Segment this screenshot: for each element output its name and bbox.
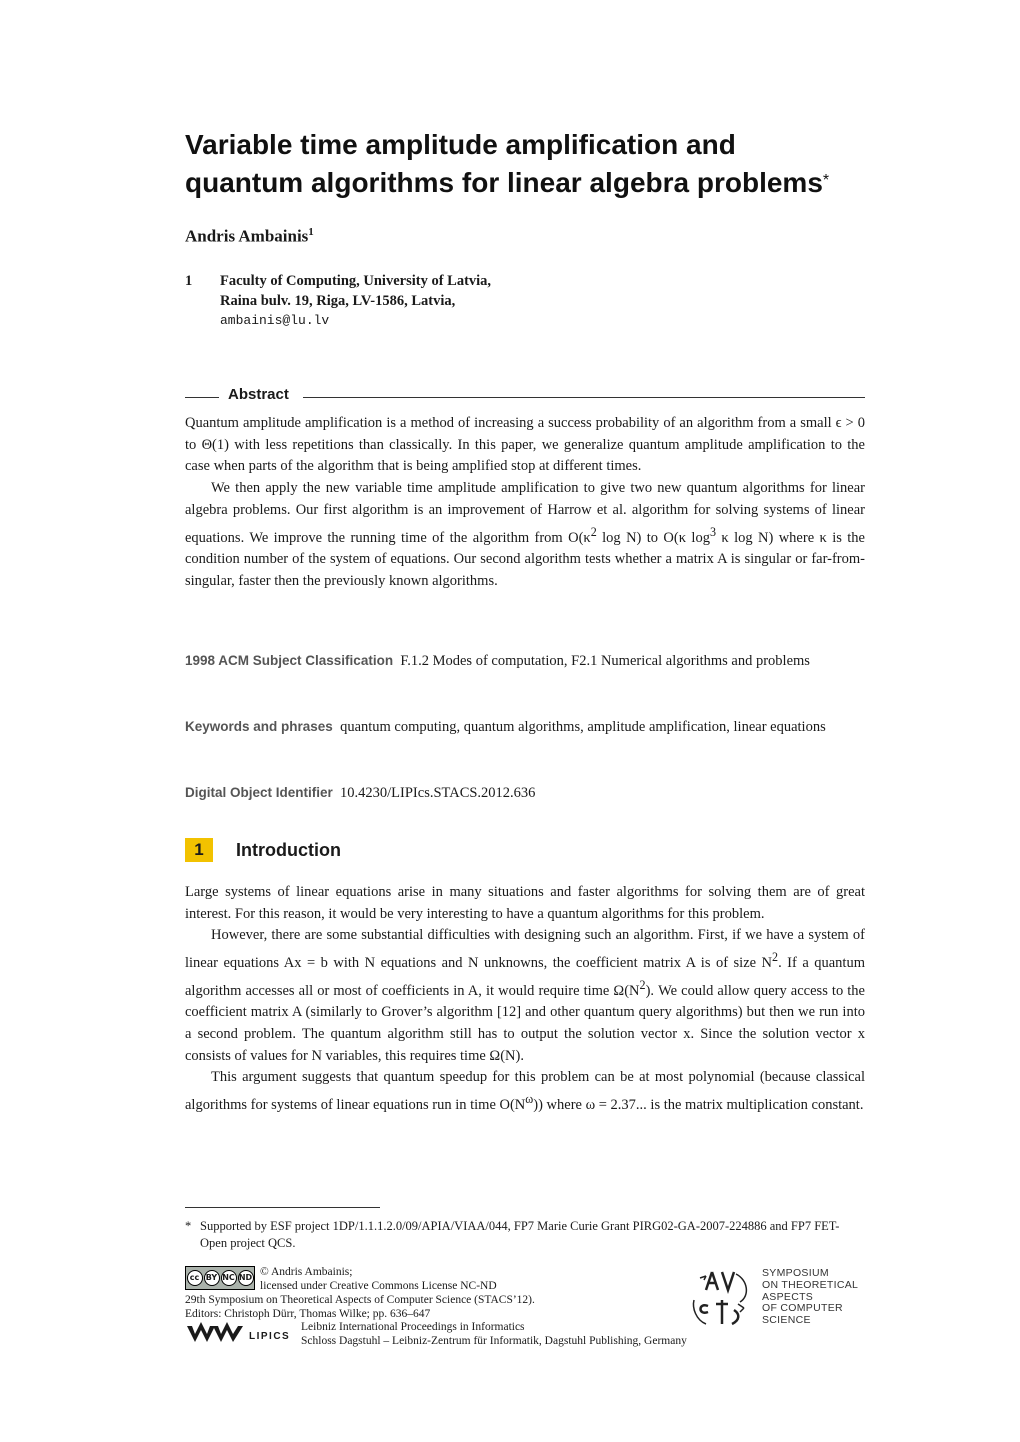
intro-p3-sup: ω — [525, 1091, 534, 1106]
acm-value: F.1.2 Modes of computation, F2.1 Numerical algorithms and problems — [400, 653, 810, 669]
lipics-w-mark-icon — [185, 1322, 247, 1346]
paper-title — [185, 126, 885, 202]
intro-p2-part-c: ). We could allow query access to the coefficient matrix A (similarly to Grover’s algorithm [12] and other quantum query algorithms) but then we run into a second problem. The quantum algorithm still has to output the solution vector x. Since the solution vector x consists of values for N variables, this requires time Ω(N). — [185, 982, 865, 1064]
abstract-rule-left — [185, 397, 219, 398]
stacs-line-2: ON THEORETICAL — [762, 1278, 859, 1291]
abstract-p2-part-b: O(κ — [568, 529, 591, 546]
stacs-line-5: SCIENCE — [762, 1314, 811, 1327]
section-title: Introduction — [236, 840, 341, 860]
affiliation — [185, 271, 491, 331]
author — [185, 226, 314, 247]
author-email[interactable]: ambainis@lu.lv — [220, 313, 330, 328]
footnote-text: Supported by ESF project 1DP/1.1.1.2.0/09/APIA/VIAA/044, FP7 Marie Curie Grant PIRG02-GA-2007-224886 and FP7 FET-Open project QCS. — [200, 1219, 840, 1250]
title-line-2 — [185, 164, 885, 202]
stacs-wordmark — [762, 1268, 858, 1327]
keywords-label: Keywords and phrases — [185, 719, 333, 734]
license-line: licensed under Creative Commons License NC-ND — [260, 1280, 497, 1292]
lipics-logo — [185, 1322, 291, 1350]
cc-icon: cc — [187, 1270, 203, 1286]
intro-paragraph-3 — [185, 1067, 865, 1116]
venue-line: 29th Symposium on Theoretical Aspects of Computer Science (STACS’12). — [185, 1294, 535, 1306]
cc-nc-icon: NC — [221, 1270, 237, 1286]
stacs-line-3: ASPECTS — [762, 1290, 814, 1303]
abstract-p2-part-a: We then apply the new variable time amplitude amplification to give two new quantum algorithms for linear algebra problems. Our first algorithm is an improvement of Harrow et al. algorithm for solving systems of linear equations. We improve the running time of the algorithm from — [185, 480, 865, 546]
abstract-paragraph-1: Quantum amplitude amplification is a method of increasing a success probability of an algorithm from a small ϵ > 0 to Θ(1) with less repetitions than classically. In this paper, we generalize quantum amplitude amplification to the case when parts of the algorithm that is being amplified stop at different times. — [185, 415, 865, 475]
abstract-rule-right — [303, 397, 865, 398]
abstract-p2-part-c: log N) to O(κ log — [596, 529, 710, 546]
footnote-rule — [185, 1207, 380, 1208]
cc-nd-icon: ND — [238, 1270, 254, 1286]
intro-p2-part-a: However, there are some substantial difficulties with designing such an algorithm. First, if we have a system of linear equations Ax = b with N equations and N unknowns, the coefficient matrix A is of size N — [185, 927, 865, 971]
abstract-label: Abstract — [228, 386, 289, 403]
copyright-line: © Andris Ambainis; — [260, 1266, 353, 1278]
intro-paragraph-2 — [185, 925, 865, 1067]
copyright-block — [260, 1265, 497, 1293]
author-name: Andris Ambainis — [185, 226, 309, 246]
abstract-p2-sup-2: 3 — [709, 524, 716, 539]
cc-license-badge — [185, 1266, 255, 1290]
introduction-body — [185, 882, 865, 1117]
keywords-value: quantum computing, quantum algorithms, amplitude amplification, linear equations — [340, 719, 826, 735]
doi — [185, 782, 865, 805]
lipics-label: LIPICS — [249, 1331, 291, 1342]
intro-p3-part-a: This argument suggests that quantum speedup for this problem can be at most polynomial (because classical algorithms for systems of linear equations run in time O(N — [185, 1069, 865, 1113]
title-footnote-mark: * — [822, 172, 830, 189]
publisher-line: Schloss Dagstuhl – Leibniz-Zentrum für Informatik, Dagstuhl Publishing, Germany — [301, 1335, 687, 1347]
acm-classification — [185, 650, 865, 673]
abstract-body — [185, 413, 865, 592]
stacs-logo — [690, 1268, 756, 1338]
intro-p2-sup-2: 2 — [639, 977, 646, 992]
section-number-badge: 1 — [185, 838, 213, 862]
intro-paragraph-1: Large systems of linear equations arise in many situations and faster algorithms for solving them are of great interest. For this reason, it would be very interesting to have a quantum algorithms for this problem. — [185, 884, 865, 922]
affiliation-number: 1 — [185, 273, 193, 289]
doi-label: Digital Object Identifier — [185, 785, 333, 800]
doi-value[interactable]: 10.4230/LIPIcs.STACS.2012.636 — [340, 785, 536, 801]
stacs-line-4: OF COMPUTER — [762, 1302, 843, 1315]
keywords — [185, 716, 865, 739]
cc-by-icon: BY — [204, 1270, 220, 1286]
footnote-mark: * — [185, 1219, 192, 1233]
series-block — [301, 1320, 687, 1348]
stacs-line-1: SYMPOSIUM — [762, 1267, 829, 1279]
title-line-2-text: quantum algorithms for linear algebra problems — [185, 167, 823, 198]
affiliation-line-1: Faculty of Computing, University of Latvia, — [220, 273, 492, 289]
editors-line: Editors: Christoph Dürr, Thomas Wilke; pp. 636–647 — [185, 1308, 431, 1320]
abstract-heading — [185, 386, 865, 408]
abstract-p2-part-d: κ log N) where κ is the condition number of the system of equations. Our second algorithm tests whether a matrix A is singular or far-from-singular, faster then the previously known algorithms. — [185, 529, 865, 589]
abstract-paragraph-2 — [185, 478, 865, 592]
affiliation-line-2: Raina bulv. 19, Riga, LV-1586, Latvia, — [220, 293, 456, 309]
venue-block — [185, 1293, 535, 1321]
intro-p3-part-b: )) where ω = 2.37... is the matrix multiplication constant. — [533, 1096, 864, 1113]
author-affiliation-mark: 1 — [308, 226, 314, 238]
intro-p2-sup-1: 2 — [772, 950, 779, 965]
abstract-p2-sup-1: 2 — [590, 524, 597, 539]
series-line: Leibniz International Proceedings in Informatics — [301, 1321, 525, 1333]
title-line-1: Variable time amplitude amplification and — [185, 129, 736, 160]
acm-label: 1998 ACM Subject Classification — [185, 653, 394, 668]
stacs-emblem-icon — [690, 1268, 756, 1334]
footnote — [185, 1218, 865, 1252]
intro-p2-part-b: . If a quantum algorithm accesses all or most of coefficients in A, it would require time Ω(N — [185, 954, 865, 999]
